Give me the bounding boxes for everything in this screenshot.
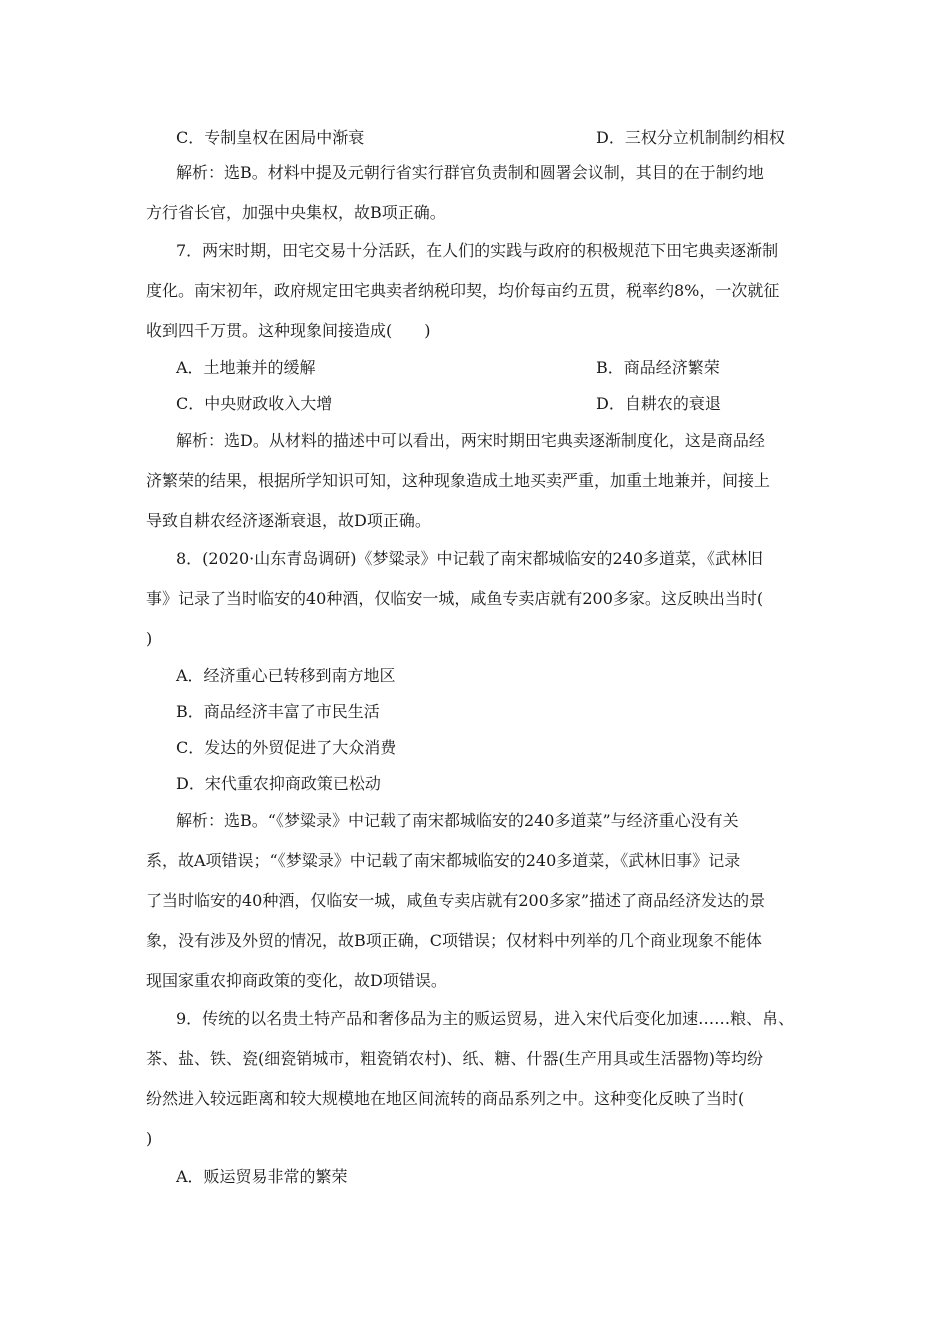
q7-option-d: D．自耕农的衰退 [596, 394, 721, 413]
q9-stem-line-4: ) [146, 1129, 153, 1148]
q8-option-d: D．宋代重农抑商政策已松动 [176, 774, 381, 793]
q8-stem-line-3: ) [146, 629, 153, 648]
q8-stem-line-1: 8．(2020·山东青岛调研)《梦粱录》中记载了南宋都城临安的240多道菜，《武林旧 [176, 549, 764, 568]
q8-analysis-line-3: 了当时临安的40种酒，仅临安一城，咸鱼专卖店就有200多家”描述了商品经济发达的景 [146, 891, 766, 910]
q7-options-cd [176, 393, 806, 415]
q7-option-a: A．土地兼并的缓解 [176, 358, 316, 377]
q6-options-cd [176, 127, 806, 149]
q7-stem-line-2: 度化。南宋初年，政府规定田宅典卖者纳税印契，均价每亩约五贯，税率约8%，一次就征 [146, 281, 780, 300]
q6-option-c: C．专制皇权在困局中渐衰 [176, 128, 365, 147]
q8-analysis-line-1: 解析：选B。“《梦粱录》中记载了南宋都城临安的240多道菜”与经济重心没有关 [176, 811, 739, 830]
q7-stem-line-1: 7．两宋时期，田宅交易十分活跃，在人们的实践与政府的积极规范下田宅典卖逐渐制 [176, 241, 779, 260]
q6-analysis-line-1: 解析：选B。材料中提及元朝行省实行群官负责制和圆署会议制，其目的在于制约地 [176, 163, 764, 182]
q9-stem-line-2: 茶、盐、铁、瓷(细瓷销城市，粗瓷销农村)、纸、糖、什器(生产用具或生活器物)等均纷 [146, 1049, 763, 1068]
q7-stem-line-3: 收到四千万贯。这种现象间接造成( ) [146, 321, 431, 340]
q6-analysis-line-2: 方行省长官，加强中央集权，故B项正确。 [146, 203, 446, 222]
q7-analysis-line-1: 解析：选D。从材料的描述中可以看出，两宋时期田宅典卖逐渐制度化，这是商品经 [176, 431, 765, 450]
q8-option-b: B．商品经济丰富了市民生活 [176, 702, 380, 721]
q8-option-c: C．发达的外贸促进了大众消费 [176, 738, 397, 757]
q7-options-ab [176, 357, 806, 379]
q9-stem-line-1: 9．传统的以名贵土特产品和奢侈品为主的贩运贸易，进入宋代后变化加速……粮、帛、 [176, 1009, 795, 1028]
q8-stem-line-2: 事》记录了当时临安的40种酒，仅临安一城，咸鱼专卖店就有200多家。这反映出当时( [146, 589, 764, 608]
q8-analysis-line-4: 象，没有涉及外贸的情况，故B项正确，C项错误；仅材料中列举的几个商业现象不能体 [146, 931, 763, 950]
q8-analysis-line-2: 系，故A项错误；“《梦粱录》中记载了南宋都城临安的240多道菜，《武林旧事》记录 [146, 851, 741, 870]
q6-option-d: D．三权分立机制制约相权 [596, 128, 785, 147]
q7-option-b: B．商品经济繁荣 [596, 358, 720, 377]
q7-option-c: C．中央财政收入大增 [176, 394, 333, 413]
q7-analysis-line-3: 导致自耕农经济逐渐衰退，故D项正确。 [146, 511, 431, 530]
q9-option-a: A．贩运贸易非常的繁荣 [176, 1167, 348, 1186]
q9-stem-line-3: 纷然进入较远距离和较大规模地在地区间流转的商品系列之中。这种变化反映了当时( [146, 1089, 745, 1108]
q8-option-a: A．经济重心已转移到南方地区 [176, 666, 396, 685]
q7-analysis-line-2: 济繁荣的结果，根据所学知识可知，这种现象造成土地买卖严重，加重土地兼并，间接上 [146, 471, 771, 490]
q8-analysis-line-5: 现国家重农抑商政策的变化，故D项错误。 [146, 971, 447, 990]
